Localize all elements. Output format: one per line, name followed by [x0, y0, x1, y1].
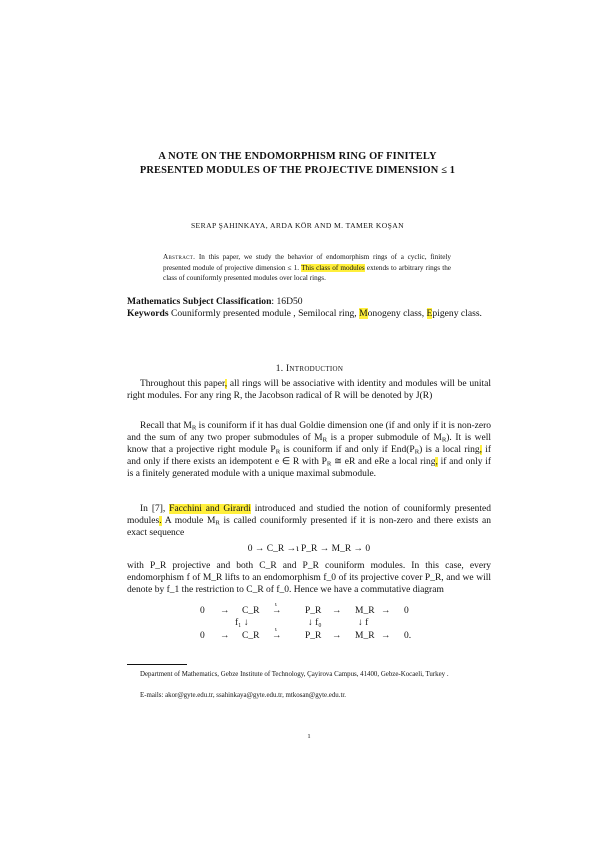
abstract-highlight: This class of modules [301, 263, 365, 272]
abstract-text-a: In this paper, we study the behavior of endomorphism rings of a cyclic, finitely presented module of projective dimension ≤ 1. [163, 253, 451, 272]
abstract-text-b: extends to arbitrary rings the class of couniformly presented modules over local rings. [163, 263, 452, 283]
footnote-affiliation: Department of Mathematics, Gebze Institute of Technology, Çayirova Campus, 41400, Gebze-Kocaeli, Turkey . [140, 671, 449, 678]
keywords-label: Keywords [127, 308, 169, 320]
keywords-a: Couniformly presented module , Semilocal ring, [168, 308, 360, 320]
keywords-c: pigeny class. [432, 308, 482, 320]
title-line-2: PRESENTED MODULES OF THE PROJECTIVE DIMENSION ≤ 1 [139, 165, 456, 176]
keywords-hl-e: E [426, 308, 433, 320]
paragraph-1: Throughout this paper, all rings will be associative with identity and modules will be unital right modules. For any ring R, the Jacobson radical of R will be denoted by J(R) [127, 379, 491, 401]
keywords-hl-m: M [359, 308, 368, 320]
paragraph-4: with P_R projective and both C_R and P_R couniform modules. In this case, every endomorphism f of M_R lifts to an endomorphism f_0 of its projective cover P_R, and we will denote by f_1 the restriction to C_R of f_0. Hence we have a commutative diagram [127, 561, 491, 595]
classification-block [127, 296, 492, 321]
footnote-emails: E-mails: akor@gyte.edu.tr, ssahinkaya@gyte.edu.tr, mtkosan@gyte.edu.tr. [140, 692, 347, 699]
msc-label: Mathematics Subject Classification [127, 296, 272, 307]
title-line-1: A NOTE ON THE ENDOMORPHISM RING OF FINITELY [158, 151, 437, 162]
abstract [163, 252, 451, 284]
paper-title [110, 150, 485, 178]
authors: SERAP ŞAHINKAYA, ARDA KÖR AND M. TAMER KOŞAN [190, 221, 405, 230]
paragraph-3: In [7], Facchini and Girardi introduced and studied the notion of couniformly presented modules. A module $M_R$ is called couniformly presented if it is non-zero and there exists an exact sequence [127, 504, 491, 538]
section-heading: 1. Introduction [275, 364, 344, 374]
page-number: 1 [307, 733, 311, 740]
paragraph-2: Recall that $M_R$ is couniform if it has dual Goldie dimension one (if and only if it is non-zero and the sum of any two proper submodules of $M_R$ is a proper submodule of $M_R$). It is well know that a projective right module $P_R$ is couniform if and only if $End(P_R)$ is a local ring, if and only if there exists an idempotent e ∈ R with $P_R$ ≅ eR and eRe a local ring, if and only if is a finitely generated module with a unique maximal submodule. [127, 421, 492, 479]
paper-page: A NOTE ON THE ENDOMORPHISM RING OF FINITELY PRESENTED MODULES OF THE PROJECTIVE DIMENSION ≤ 1 SERAP ŞAHINKAYA, ARDA KÖR AND M. TAMER KOŞAN Abstract. In this paper, we study the behavior of endomorphism rings of a cyclic, finitely presented module of projective dimension ≤ 1. This class of modules extends to arbitrary rings the class of couniformly presented modules over local rings. Mathematics Subject Classification: 16D50 Keywords Couniformly presented module , Semilocal ring, Monogeny class, Epigeny class. 1. Introduction Throughout this paper, all rings will be associative with identity and modules will be unital right modules. For any ring R, the Jacobson radical of R will be denoted by J(R) Recall that $M_R$ is couniform if it has dual Goldie dimension one (if and only if it is non-zero and the sum of any two proper submodules of $M_R$ is a proper submodule of $M_R$). It is well know that a projective right module $P_R$ is couniform if and only if $End(P_R)$ is a local ring, if and only if there exists an idempotent e ∈ R with $P_R$ ≅ eR and eRe a local ring, if and only if is a finitely generated module with a unique maximal submodule. In [7], Facchini and Girardi introduced and studied the notion of couniformly presented modules. A module $M_R$ is called couniformly presented if it is non-zero and there exists an exact sequence 0 → C_R →ι P_R → M_R → 0 with P_R projective and both C_R and P_R couniform modules. In this case, every endomorphism f of M_R lifts to an endomorphism f_0 of its projective cover P_R, and we will denote by f_1 the restriction to C_R of f_0. Hence we have a commutative diagram 0 → C_R ι → P_R → M_R → 0 f₁ ↓ ↓ f₀ ↓ f 0 → C_R ι → P_R → M_R → 0. Department of Mathematics, Gebze Institute of Technology, Çayirova Campus, 41400, Gebze-Kocaeli, Turkey . E-mails: akor@gyte.edu.tr, ssahinkaya@gyte.edu.tr, mtkosan@gyte.edu.tr. 1 [0, 0, 595, 842]
abstract-label: Abstract. [163, 253, 196, 261]
keywords-b: onogeny class, [367, 308, 427, 320]
msc-value: : 16D50 [271, 296, 303, 307]
exact-sequence: 0 → C_R →ι P_R → M_R → 0 [247, 544, 371, 554]
footnote-rule [127, 664, 187, 665]
